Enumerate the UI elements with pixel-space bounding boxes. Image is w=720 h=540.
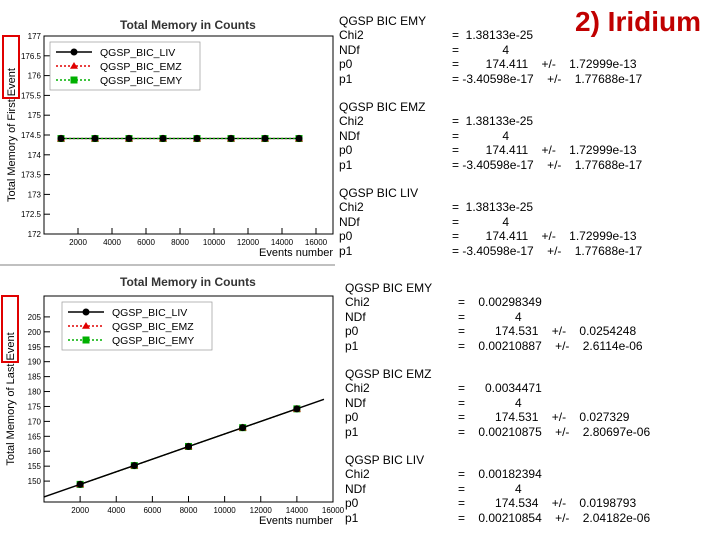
fit-param-label: Chi2 (345, 295, 370, 310)
fit-param-value: = 0.00210854 +/- 2.04182e-06 (458, 510, 651, 525)
y-tick-label: 160 (27, 447, 41, 457)
x-tick-label: 2000 (71, 506, 90, 515)
chart-title: Total Memory in Counts (120, 18, 256, 32)
y-tick-label: 172 (27, 230, 41, 239)
x-tick-label: 6000 (137, 238, 155, 247)
x-tick-label: 14000 (270, 238, 294, 247)
y-tick-label: 172.5 (20, 210, 41, 220)
fit-param-value: = 0.00210887 +/- 2.6114e-06 (458, 338, 643, 353)
x-axis-label: Events number (259, 515, 333, 527)
fit-block-name: QGSP BIC EMY (345, 281, 433, 295)
y-tick-label: 155 (27, 462, 41, 472)
x-tick-label: 6000 (143, 506, 162, 515)
fit-param-label: Chi2 (345, 467, 370, 482)
data-point (126, 135, 133, 142)
y-tick-label: 185 (27, 372, 41, 382)
fit-param-value: = 4 (458, 395, 522, 410)
legend-label: QGSP_BIC_EMZ (100, 61, 182, 73)
y-tick-label: 173.5 (20, 170, 41, 180)
y-tick-label: 177 (27, 32, 41, 41)
fit-param-value: = 4 (452, 42, 510, 57)
legend-marker (71, 49, 78, 56)
fit-param-label: NDf (339, 214, 360, 229)
chart-title: Total Memory in Counts (120, 275, 256, 289)
fit-param-value: = 4 (452, 214, 510, 229)
fit-param-value: = -3.40598e-17 +/- 1.77688e-17 (452, 157, 643, 172)
data-point (296, 135, 303, 142)
x-tick-label: 12000 (236, 238, 260, 247)
fit-param-value: = 1.38133e-25 (452, 200, 534, 215)
fit-param-value: = 174.531 +/- 0.027329 (458, 410, 630, 425)
legend-label: QGSP_BIC_EMZ (112, 321, 194, 333)
data-point (58, 135, 65, 142)
fit-param-label: p1 (339, 157, 353, 172)
fit-param-label: NDf (345, 481, 366, 496)
y-tick-label: 175 (27, 111, 41, 121)
fit-param-label: p0 (345, 496, 359, 511)
fit-param-value: = 4 (458, 309, 522, 324)
fit-param-label: p1 (339, 243, 353, 258)
fit-param-label: Chi2 (345, 381, 370, 396)
y-tick-label: 200 (27, 327, 41, 337)
fit-param-label: Chi2 (339, 114, 364, 129)
fit-param-value: = 174.531 +/- 0.0254248 (458, 324, 637, 339)
x-tick-label: 8000 (171, 238, 189, 247)
y-tick-label: 195 (27, 342, 41, 352)
x-tick-label: 16000 (304, 238, 328, 247)
data-point (160, 135, 167, 142)
y-tick-label: 150 (27, 477, 41, 487)
fit-param-value: = 4 (452, 128, 510, 143)
fit-param-value: = 0.00182394 (458, 467, 542, 482)
fit-param-label: p0 (339, 57, 353, 72)
fit-param-value: = 174.411 +/- 1.72999e-13 (452, 229, 637, 244)
chart-last-event-svg (0, 266, 345, 540)
y-tick-label: 190 (27, 357, 41, 367)
fit-param-value: = 0.00210875 +/- 2.80697e-06 (458, 424, 651, 439)
x-tick-label: 10000 (202, 238, 226, 247)
y-tick-label: 205 (27, 312, 41, 322)
fit-param-value: = 0.00298349 (458, 295, 542, 310)
x-tick-label: 4000 (103, 238, 121, 247)
chart-first-event-svg (0, 0, 338, 264)
legend-marker (83, 309, 90, 316)
legend-label: QGSP_BIC_EMY (112, 335, 195, 347)
data-point (228, 135, 235, 142)
chart-first-event (0, 0, 338, 264)
legend-marker (83, 337, 90, 344)
fit-param-label: p1 (345, 510, 359, 525)
y-tick-label: 176 (27, 71, 41, 81)
fit-param-label: p0 (339, 229, 353, 244)
chart-last-event (0, 266, 345, 540)
fit-param-label: p0 (345, 324, 359, 339)
fit-block-name: QGSP BIC EMZ (345, 367, 432, 381)
fit-param-label: Chi2 (339, 28, 364, 43)
y-tick-label: 173 (27, 190, 41, 200)
legend-label: QGSP_BIC_LIV (112, 307, 188, 319)
legend-label: QGSP_BIC_LIV (100, 47, 176, 59)
fit-block-name: QGSP BIC EMY (339, 14, 427, 28)
x-tick-label: 8000 (179, 506, 198, 515)
x-tick-label: 10000 (213, 506, 236, 515)
fit-param-label: p0 (345, 410, 359, 425)
fit-param-label: p1 (345, 338, 359, 353)
x-tick-label: 16000 (321, 506, 345, 515)
y-tick-label: 180 (27, 387, 41, 397)
fit-block-name: QGSP BIC LIV (345, 453, 425, 467)
fit-param-value: = -3.40598e-17 +/- 1.77688e-17 (452, 243, 643, 258)
y-tick-label: 174 (27, 150, 41, 160)
x-tick-label: 14000 (285, 506, 308, 515)
fit-param-label: NDf (339, 42, 360, 57)
data-point (92, 135, 99, 142)
y-axis-label: Total Memory of Last Event (5, 332, 17, 466)
y-tick-label: 170 (27, 417, 41, 427)
fit-param-value: = -3.40598e-17 +/- 1.77688e-17 (452, 71, 643, 86)
y-tick-label: 175 (27, 402, 41, 412)
slide-title: 2) Iridium (575, 6, 702, 37)
legend-label: QGSP_BIC_EMY (100, 75, 183, 87)
fit-param-value: = 1.38133e-25 (452, 114, 534, 129)
data-point (262, 135, 269, 142)
legend-marker (71, 77, 78, 84)
x-tick-label: 4000 (107, 506, 126, 515)
fit-param-label: p0 (339, 143, 353, 158)
fit-param-label: NDf (339, 128, 360, 143)
fit-block-name: QGSP BIC EMZ (339, 100, 426, 114)
fit-param-value: = 1.38133e-25 (452, 28, 534, 43)
fit-param-value: = 174.534 +/- 0.0198793 (458, 496, 637, 511)
fit-param-label: p1 (339, 71, 353, 86)
fit-param-value: = 174.411 +/- 1.72999e-13 (452, 143, 637, 158)
fit-param-value: = 4 (458, 481, 522, 496)
y-tick-label: 176.5 (20, 51, 41, 61)
x-tick-label: 2000 (69, 238, 87, 247)
fit-param-label: Chi2 (339, 200, 364, 215)
data-point (194, 135, 201, 142)
y-tick-label: 165 (27, 432, 41, 442)
x-axis-label: Events number (259, 247, 333, 259)
fit-param-value: = 0.0034471 (458, 381, 542, 396)
fit-block-name: QGSP BIC LIV (339, 186, 419, 200)
y-tick-label: 174.5 (20, 131, 41, 140)
fit-param-label: NDf (345, 309, 366, 324)
y-tick-label: 175.5 (20, 91, 41, 101)
fit-param-label: p1 (345, 424, 359, 439)
x-tick-label: 12000 (249, 506, 272, 515)
y-axis-label: Total Memory of First Event (6, 68, 18, 202)
fit-param-label: NDf (345, 395, 366, 410)
fit-param-value: = 174.411 +/- 1.72999e-13 (452, 57, 637, 72)
